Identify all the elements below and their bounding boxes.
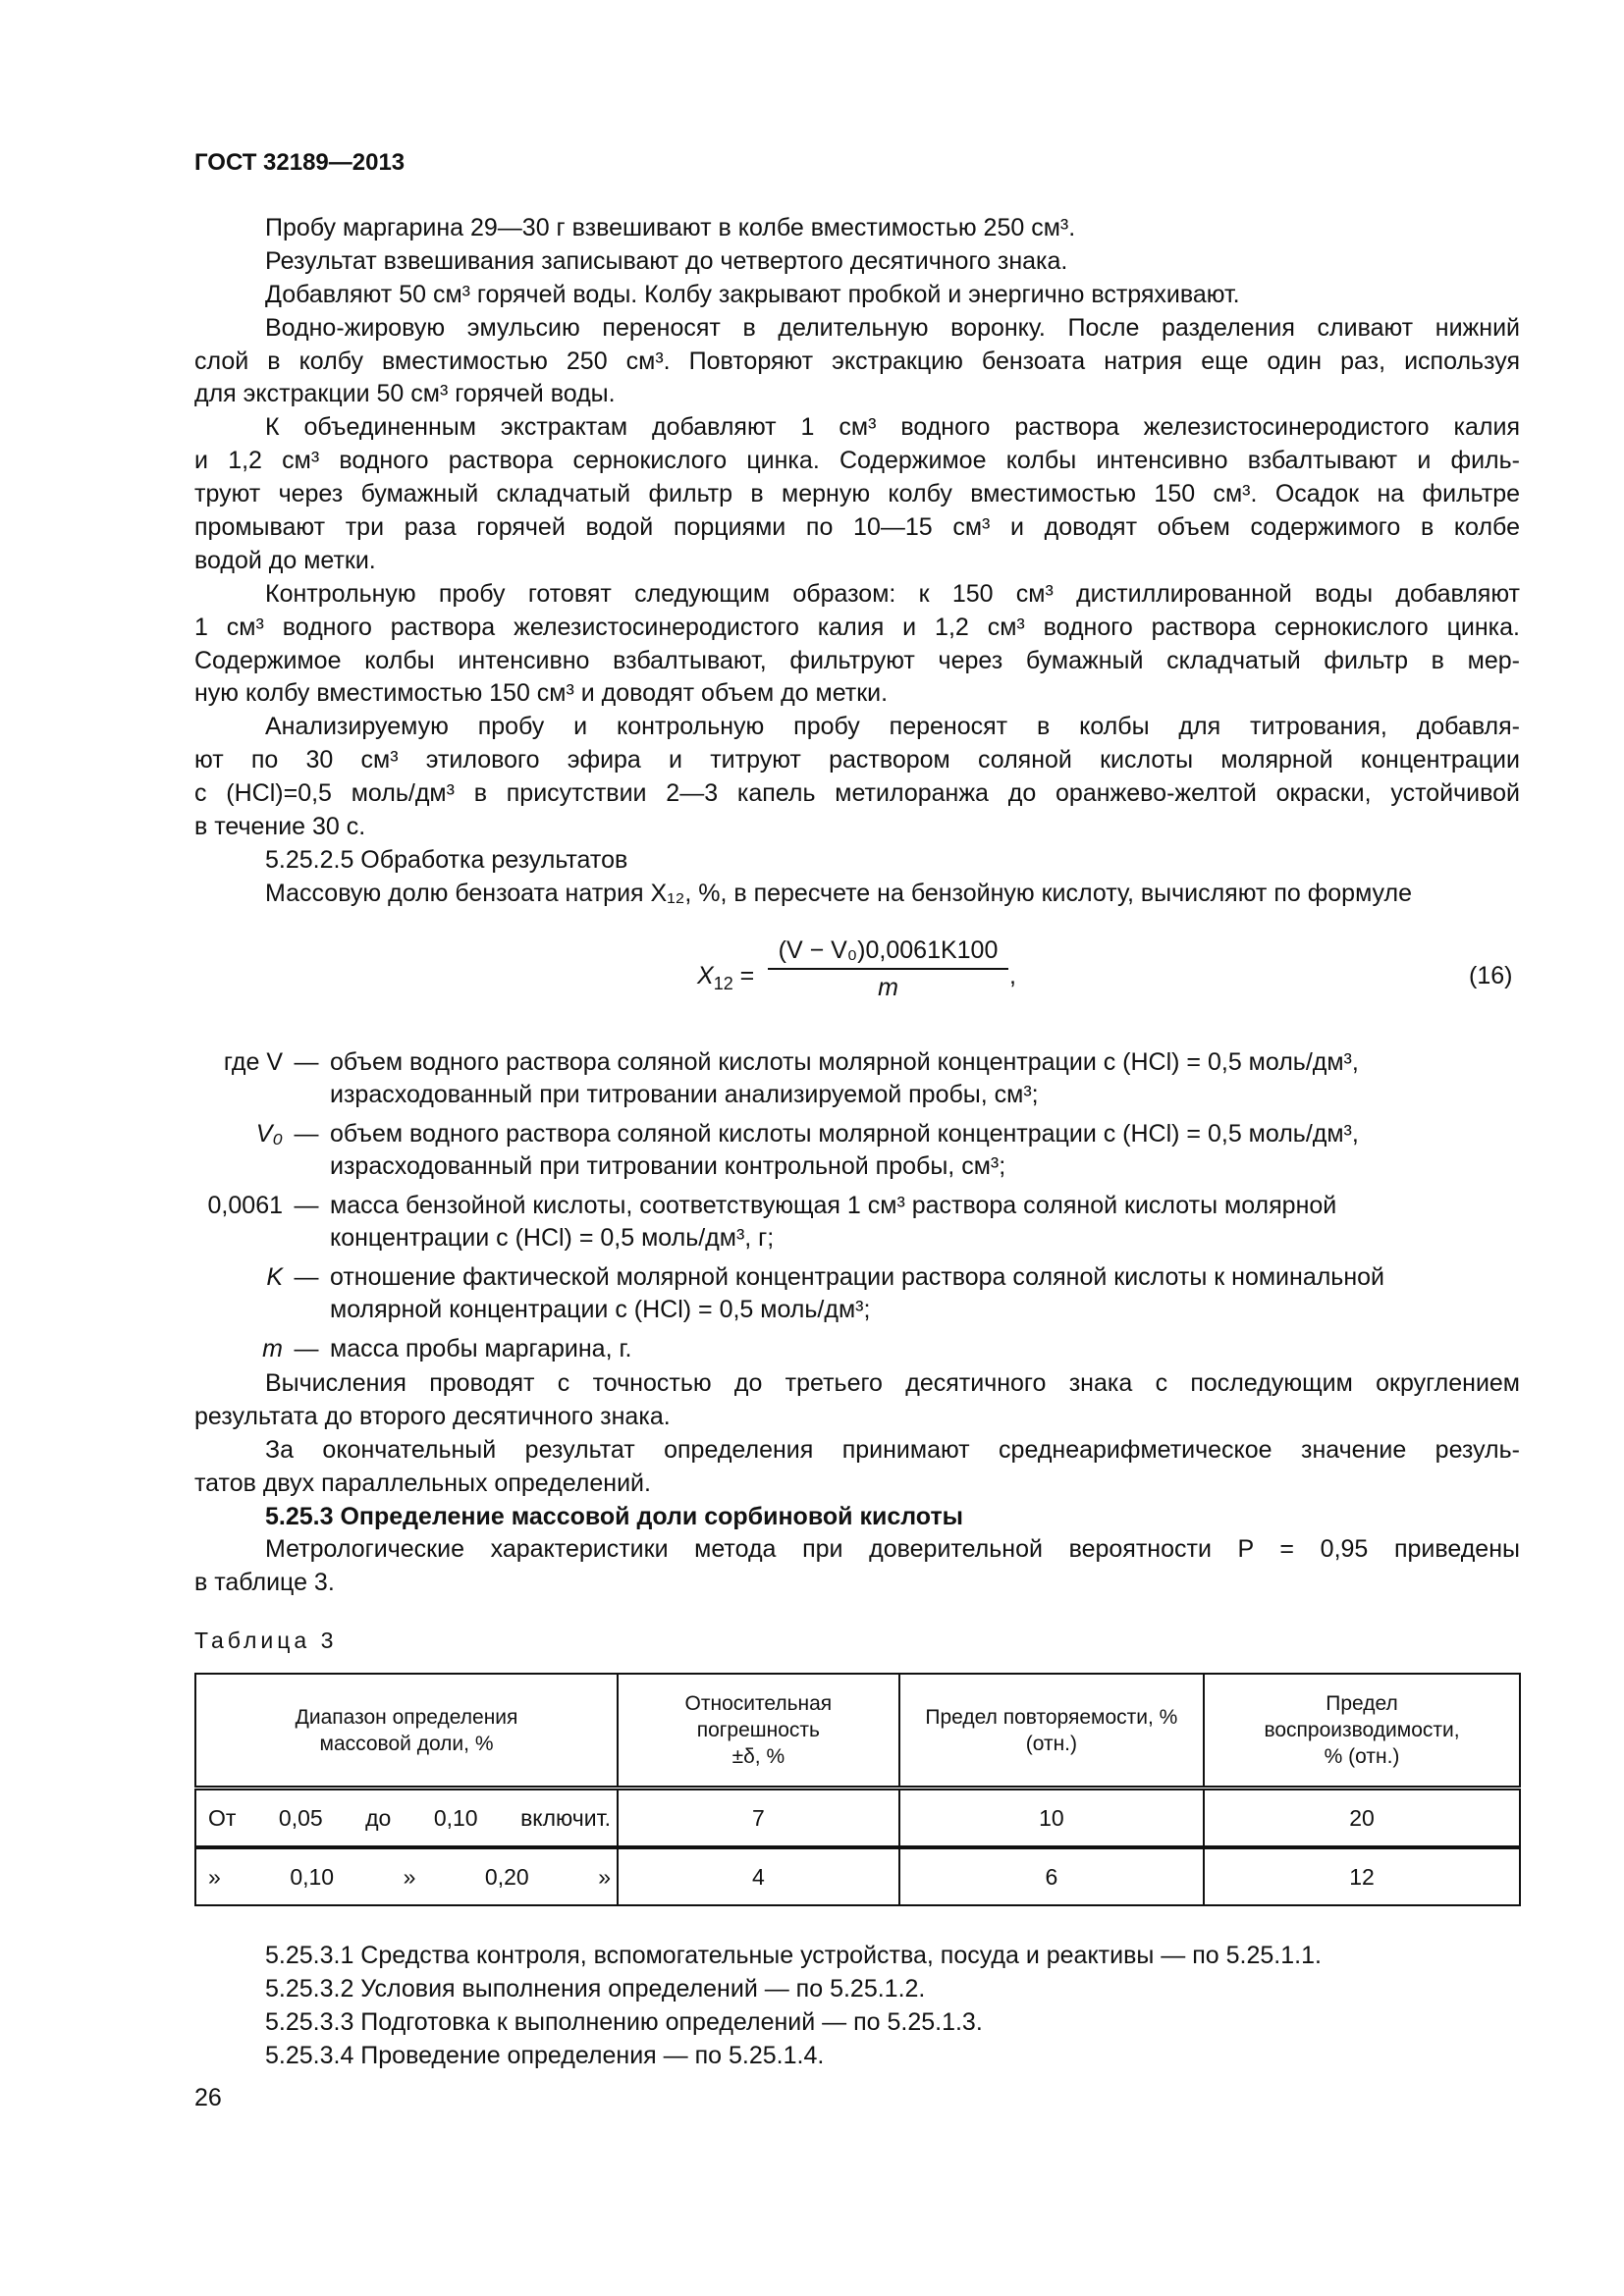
- paragraph: [194, 1501, 1520, 1534]
- text-line: 5.25.3 Определение массовой доли сорбиновой кислоты: [265, 1502, 964, 1530]
- table-header-cell: [899, 1674, 1204, 1789]
- table-header-cell: [618, 1674, 899, 1789]
- paragraph: [194, 711, 1520, 844]
- body-text-part2: [194, 1367, 1520, 1600]
- subsection-list: [194, 1940, 1520, 2073]
- text-line: Результат взвешивания записывают до четвертого десятичного знака.: [265, 246, 1068, 275]
- definition-text: [330, 1118, 1520, 1183]
- paragraph: [194, 878, 1520, 911]
- text-line: Содержимое колбы интенсивно взбалтывают, фильтруют через бумажный складчатый фильтр в мер-: [194, 646, 1520, 674]
- text-line: Метрологические характеристики метода при доверительной вероятности P = 0,95 приведены: [265, 1535, 1520, 1564]
- text-line: и 1,2 см³ водного раствора сернокислого цинка. Содержимое колбы интенсивно взбалтывают и филь-: [194, 447, 1520, 475]
- equation-number: (16): [1469, 962, 1513, 989]
- definition-text: [330, 1261, 1520, 1326]
- text-line: Водно-жировую эмульсию переносят в делительную воронку. После разделения сливают нижний: [265, 313, 1520, 342]
- definition-item: [194, 1261, 1520, 1326]
- header-line: (отн.): [1025, 1732, 1077, 1755]
- definition-symbol: V₀: [255, 1120, 283, 1148]
- text-line: Массовую долю бензоата натрия X₁₂, %, в пересчете на бензойную кислоту, вычисляют по формуле: [265, 879, 1412, 907]
- table-header-row: [195, 1674, 1520, 1789]
- header-line: Относительная: [684, 1692, 833, 1715]
- table-cell: 12: [1204, 1847, 1520, 1905]
- subsection-item: 5.25.3.3 Подготовка к выполнению определений — по 5.25.1.3.: [265, 2007, 983, 2036]
- table-cell: 10: [899, 1789, 1204, 1848]
- text-line: К объединенным экстрактам добавляют 1 см³ водного раствора железистосинеродистого калия: [265, 413, 1520, 442]
- definition-line: объем водного раствора соляной кислоты молярной концентрации с (HCl) = 0,5 моль/дм³,: [330, 1048, 1359, 1076]
- definition-dash: —: [294, 1120, 319, 1148]
- formula-denominator: m: [878, 974, 898, 1001]
- range-part: »: [403, 1863, 416, 1890]
- definition-dash: —: [294, 1263, 319, 1291]
- paragraph: [194, 212, 1520, 245]
- range-part: 0,10: [433, 1804, 478, 1831]
- range-part: включит.: [520, 1804, 611, 1831]
- definition-line: отношение фактической молярной концентрации раствора соляной кислоты к номинальной: [330, 1263, 1385, 1291]
- text-line: слой в колбу вместимостью 250 см³. Повторяют экстракцию бензоата натрия еще один раз, используя: [194, 347, 1520, 375]
- formula-lhs: $X_{12}$ =: [697, 962, 755, 993]
- text-line: Пробу маргарина 29—30 г взвешивают в колбе вместимостью 250 см³.: [265, 214, 1076, 241]
- subsection-item: 5.25.3.2 Условия выполнения определений — по 5.25.1.2.: [265, 1974, 926, 2002]
- definition-text: [330, 1333, 1520, 1365]
- paragraph: [194, 844, 1520, 878]
- formula-fraction: [768, 933, 1008, 1005]
- text-line: Добавляют 50 см³ горячей воды. Колбу закрывают пробкой и энергично встряхивают.: [265, 280, 1240, 308]
- definition-dash: —: [294, 1335, 319, 1362]
- definition-symbol: K: [266, 1263, 283, 1291]
- subsection-item: 5.25.3.4 Проведение определения — по 5.25.1.4.: [265, 2041, 825, 2069]
- text-line: водой до метки.: [194, 546, 376, 574]
- range-part: От: [208, 1804, 237, 1831]
- text-line: труют через бумажный складчатый фильтр в мерную колбу вместимостью 150 см³. Осадок на фильтре: [194, 480, 1520, 508]
- paragraph: [194, 411, 1520, 577]
- table-row: [195, 1847, 1520, 1905]
- text-line: 1 см³ водного раствора железистосинеродистого калия и 1,2 см³ водного раствора сернокислого цинка.: [194, 613, 1520, 641]
- table-cell: 7: [618, 1789, 899, 1848]
- definition-item: [194, 1190, 1520, 1255]
- table-row: [195, 1789, 1520, 1848]
- text-line: Вычисления проводят с точностью до третьего десятичного знака с последующим округлением: [265, 1369, 1520, 1397]
- header-line: Диапазон определения: [295, 1705, 518, 1729]
- subsection-item: 5.25.3.1 Средства контроля, вспомогательные устройства, посуда и реактивы — по 5.25.1.1.: [265, 1942, 1322, 1969]
- paragraph: [194, 245, 1520, 279]
- formula-16: [0, 933, 1624, 1021]
- range-value: [196, 1805, 617, 1832]
- definition-line: объем водного раствора соляной кислоты молярной концентрации с (HCl) = 0,5 моль/дм³,: [330, 1120, 1359, 1148]
- paragraph: [194, 1367, 1520, 1434]
- text-line: Анализируемую пробу и контрольную пробу переносят в колбы для титрования, добавля-: [265, 713, 1520, 741]
- range-part: »: [598, 1863, 611, 1890]
- header-line: массовой доли, %: [319, 1732, 494, 1755]
- paragraph: [194, 578, 1520, 712]
- text-line: 5.25.2.5 Обработка результатов: [265, 845, 628, 874]
- text-line: ют по 30 см³ этилового эфира и титруют раствором соляной кислоты молярной концентрации: [194, 746, 1520, 774]
- range-cell: [195, 1789, 618, 1848]
- definition-text: [330, 1046, 1520, 1111]
- header-line: % (отн.): [1324, 1745, 1400, 1768]
- table-header-cell: [1204, 1674, 1520, 1789]
- formula-comma: ,: [1009, 962, 1016, 989]
- text-line: результата до второго десятичного знака.: [194, 1402, 671, 1430]
- range-part: 0,05: [278, 1804, 323, 1831]
- definition-item: [194, 1046, 1520, 1111]
- text-line: ную колбу вместимостью 150 см³ и доводят объем до метки.: [194, 679, 889, 708]
- header-line: Предел повторяемости, %: [925, 1705, 1178, 1729]
- table-cell: 20: [1204, 1789, 1520, 1848]
- paragraph: [194, 312, 1520, 412]
- header-line: воспроизводимости,: [1264, 1719, 1460, 1741]
- definition-line: израсходованный при титровании анализируемой пробы, см³;: [330, 1081, 1039, 1108]
- definition-item: [194, 1118, 1520, 1183]
- range-part: 0,10: [290, 1863, 335, 1890]
- paragraph: [194, 1434, 1520, 1501]
- paragraph: [194, 1533, 1520, 1600]
- range-value: [196, 1864, 617, 1891]
- table-header-cell: [195, 1674, 618, 1789]
- header-line: Предел: [1326, 1692, 1398, 1715]
- text-line: татов двух параллельных определений.: [194, 1468, 651, 1497]
- body-text-part1: [194, 212, 1520, 911]
- definition-symbol: где V: [223, 1048, 283, 1076]
- definition-item: [194, 1333, 1520, 1365]
- definition-text: [330, 1190, 1520, 1255]
- definition-symbol: 0,0061: [207, 1192, 283, 1219]
- range-part: до: [365, 1804, 392, 1831]
- formula-numerator: (V − V₀)0,0061K100: [778, 936, 999, 964]
- range-part: 0,20: [484, 1863, 529, 1890]
- definition-line: концентрации с (HCl) = 0,5 моль/дм³, г;: [330, 1224, 775, 1252]
- paragraph: [194, 279, 1520, 312]
- range-cell: [195, 1847, 618, 1905]
- definition-dash: —: [294, 1048, 319, 1076]
- text-line: для экстракции 50 см³ горячей воды.: [194, 380, 616, 408]
- page-number: 26: [194, 2084, 222, 2111]
- header-line: погрешность: [696, 1719, 820, 1741]
- table-caption: Таблица 3: [194, 1628, 338, 1653]
- text-line: Контрольную пробу готовят следующим образом: к 150 см³ дистиллированной воды добавляют: [265, 579, 1520, 608]
- variable-definitions: [194, 1046, 1520, 1372]
- table-cell: 6: [899, 1847, 1204, 1905]
- definition-line: масса пробы маргарина, г.: [330, 1335, 632, 1362]
- text-line: в течение 30 с.: [194, 813, 366, 841]
- text-line: с (HCl)=0,5 моль/дм³ в присутствии 2—3 капель метилоранжа до оранжево-желтой окраски, устойчивой: [194, 779, 1520, 808]
- range-part: »: [208, 1863, 221, 1890]
- definition-line: масса бензойной кислоты, соответствующая 1 см³ раствора соляной кислоты молярной: [330, 1192, 1337, 1219]
- text-line: За окончательный результат определения принимают среднеарифметическое значение резуль-: [265, 1435, 1520, 1464]
- definition-dash: —: [294, 1192, 319, 1219]
- definition-line: молярной концентрации с (HCl) = 0,5 моль/дм³;: [330, 1296, 871, 1323]
- text-line: промывают три раза горячей водой порциями по 10—15 см³ и доводят объем содержимого в колбе: [194, 513, 1520, 542]
- table-cell: 4: [618, 1847, 899, 1905]
- document-header: ГОСТ 32189—2013: [194, 149, 406, 176]
- definition-symbol: m: [262, 1335, 283, 1362]
- table-3: [194, 1673, 1521, 1906]
- definition-line: израсходованный при титровании контрольной пробы, см³;: [330, 1152, 1006, 1180]
- text-line: в таблице 3.: [194, 1569, 335, 1597]
- header-line: ±δ, %: [731, 1745, 785, 1768]
